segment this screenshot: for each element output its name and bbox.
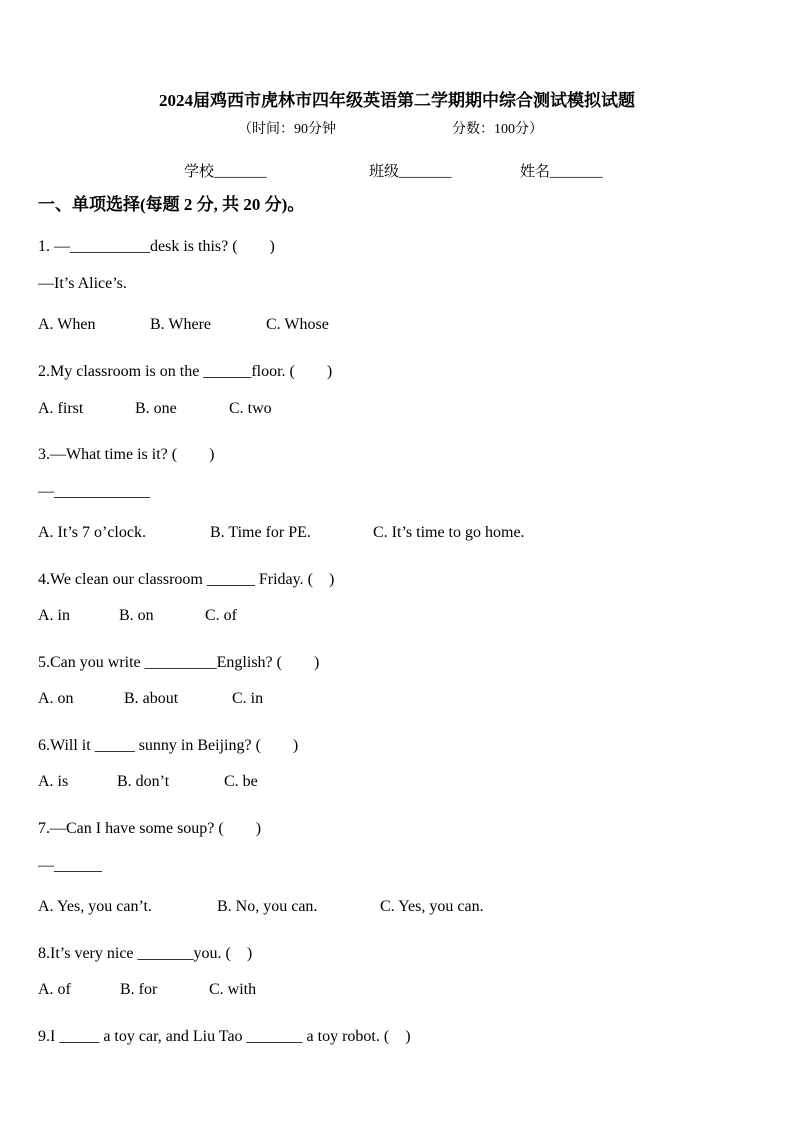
question-3-option-a: A. It’s 7 o’clock.: [38, 524, 146, 541]
question-7-stem: 7.—Can I have some soup? ( ): [38, 820, 262, 837]
question-1-option-c: C. Whose: [266, 316, 329, 333]
question-6-stem: 6.Will it _____ sunny in Beijing? ( ): [38, 737, 299, 754]
question-1-option-b: B. Where: [150, 316, 212, 333]
question-8-option-b: B. for: [120, 981, 158, 998]
question-1-answer-line: —It’s Alice’s.: [38, 275, 127, 292]
question-5-stem: 5.Can you write _________English? ( ): [38, 654, 320, 671]
question-3-option-c: C. It’s time to go home.: [373, 524, 525, 541]
question-2-option-a: A. first: [38, 400, 84, 417]
question-2-option-c: C. two: [229, 400, 272, 417]
question-5-option-b: B. about: [124, 690, 179, 707]
question-7-option-a: A. Yes, you can’t.: [38, 898, 152, 915]
question-7-option-c: C. Yes, you can.: [380, 898, 484, 915]
exam-score: 分数：100分）: [452, 122, 543, 137]
question-7-option-b: B. No, you can.: [217, 898, 318, 915]
question-9-stem: 9.I _____ a toy car, and Liu Tao _______ a toy robot. ( ): [38, 1028, 411, 1045]
school-field: 学校_______: [184, 164, 267, 180]
question-2-stem: 2.My classroom is on the ______floor. ( ): [38, 363, 333, 380]
question-6-option-a: A. is: [38, 773, 69, 790]
question-1-option-a: A. When: [38, 316, 96, 333]
question-4-stem: 4.We clean our classroom ______ Friday. ( ): [38, 571, 335, 588]
question-8-option-c: C. with: [209, 981, 257, 998]
question-6-option-b: B. don’t: [117, 773, 170, 790]
question-4-option-b: B. on: [119, 607, 154, 624]
question-5-option-a: A. on: [38, 690, 74, 707]
section-title: 一、单项选择(每题 2 分, 共 20 分)。: [38, 195, 305, 214]
question-3-stem: 3.—What time is it? ( ): [38, 446, 215, 463]
question-6-option-c: C. be: [224, 773, 258, 790]
exam-time: （时间：90分钟: [238, 122, 336, 137]
question-8-option-a: A. of: [38, 981, 71, 998]
question-8-stem: 8.It’s very nice _______you. ( ): [38, 945, 253, 962]
name-field: 姓名_______: [520, 164, 603, 180]
question-3-answer-line: —____________: [38, 483, 150, 500]
question-5-option-c: C. in: [232, 690, 264, 707]
page-title: 2024届鸡西市虎林市四年级英语第二学期期中综合测试模拟试题: [159, 91, 635, 110]
class-field: 班级_______: [369, 164, 452, 180]
question-4-option-a: A. in: [38, 607, 70, 624]
question-2-option-b: B. one: [135, 400, 177, 417]
question-1-stem: 1. —__________desk is this? ( ): [38, 238, 275, 255]
question-7-answer-line: —______: [38, 857, 102, 874]
question-3-option-b: B. Time for PE.: [210, 524, 311, 541]
question-4-option-c: C. of: [205, 607, 237, 624]
